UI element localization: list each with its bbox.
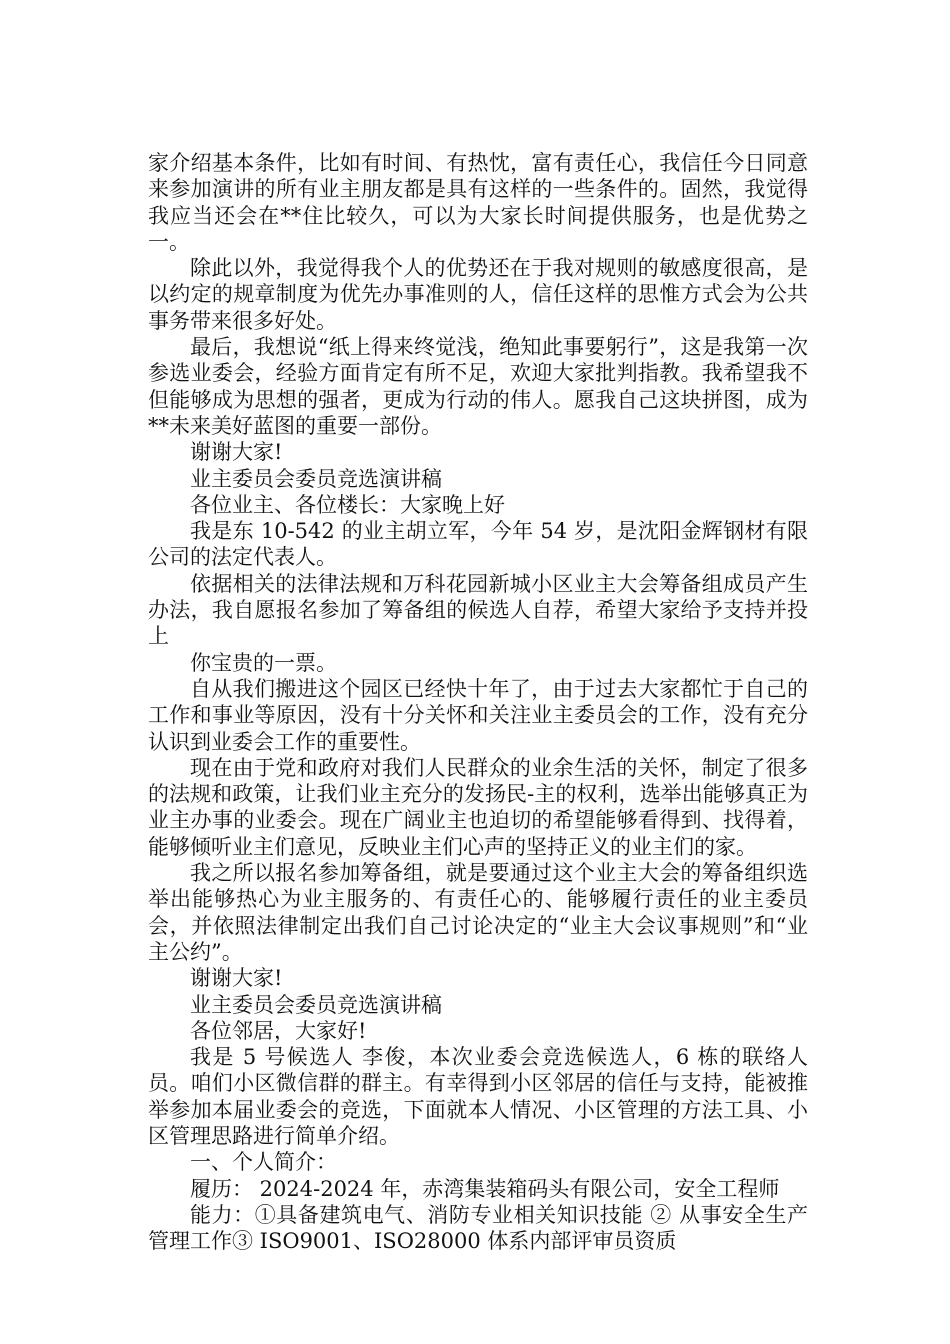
paragraph-continuation: 家介绍基本条件，比如有时间、有热忱，富有责任心，我信任今日同意来参加演讲的所有业主朋友都是具有这样的一些条件的。固然，我觉得我应当还会在**住比较久，可以为大家长时间提供服务，也是优势之一。 bbox=[148, 151, 808, 254]
paragraph-policy: 现在由于党和政府对我们人民群众的业余生活的关怀，制定了很多的法规和政策，让我们业主充分的发扬民-主的权利，选举出能够真正为业主办事的业委会。现在广阔业主也迫切的希望能够看得到、找得着，能够倾听业主们意见，反映业主们心声的坚持正义的业主们的家。 bbox=[148, 755, 808, 859]
speech-greeting: 各位业主、各位楼长：大家晚上好 bbox=[190, 492, 505, 517]
speech-title: 业主委员会委员竞选演讲稿 bbox=[190, 992, 442, 1017]
section-heading: 一、个人简介： bbox=[190, 1150, 337, 1175]
paragraph-thanks: 谢谢大家! bbox=[190, 440, 283, 465]
paragraph-resume: 履历： 2024-2024 年，赤湾集装箱码头有限公司，安全工程师 bbox=[190, 1176, 780, 1201]
paragraph-abilities: 能力：①具备建筑电气、消防专业相关知识技能 ② 从事安全生产管理工作③ ISO9001、ISO28000 体系内部评审员资质 bbox=[148, 1202, 808, 1254]
document-body bbox=[148, 150, 808, 1254]
speech-title: 业主委员会委员竞选演讲稿 bbox=[190, 466, 442, 491]
paragraph-advantage: 除此以外，我觉得我个人的优势还在于我对规则的敏感度很高，是以约定的规章制度为优先办事准则的人，信任这样的思惟方式会为公共事务带来很多好处。 bbox=[148, 256, 808, 333]
paragraph-thanks: 谢谢大家! bbox=[190, 966, 283, 991]
paragraph-intro: 我是东 10-542 的业主胡立军，今年 54 岁，是沈阳金辉钢材有限公司的法定代表人。 bbox=[148, 519, 808, 570]
speech-greeting: 各位邻居，大家好! bbox=[190, 1018, 367, 1043]
paragraph-closing: 最后，我想说“纸上得来终觉浅，绝知此事要躬行”，这是我第一次参选业委会，经验方面肯定有所不足，欢迎大家批判指教。我希望我不但能够成为思想的强者，更成为行动的伟人。愿我自己这块拼图，成为**未来美好蓝图的重要一部份。 bbox=[148, 335, 808, 438]
paragraph-registration: 依据相关的法律法规和万科花园新城小区业主大会筹备组成员产生办法，我自愿报名参加了筹备组的候选人自荐，希望大家给予支持并投上 bbox=[148, 571, 808, 649]
paragraph-vote: 你宝贵的一票。 bbox=[190, 650, 337, 675]
paragraph-candidate-intro: 我是 5 号候选人 李俊，本次业委会竞选候选人，6 栋的联络人员。咱们小区微信群的群主。有幸得到小区邻居的信任与支持，能被推举参加本届业委会的竞选，下面就本人情况、小区管理的方法工具、小区管理思路进行简单介绍。 bbox=[148, 1045, 808, 1148]
paragraph-purpose: 我之所以报名参加筹备组，就是要通过这个业主大会的筹备组织选举出能够热心为业主服务的、有责任心的、能够履行责任的业主委员会，并依照法律制定出我们自己讨论决定的“业主大会议事规则”和“业主公约”。 bbox=[148, 861, 808, 964]
paragraph-history: 自从我们搬进这个园区已经快十年了，由于过去大家都忙于自己的工作和事业等原因，没有十分关怀和关注业主委员会的工作，没有充分认识到业委会工作的重要性。 bbox=[148, 676, 808, 754]
